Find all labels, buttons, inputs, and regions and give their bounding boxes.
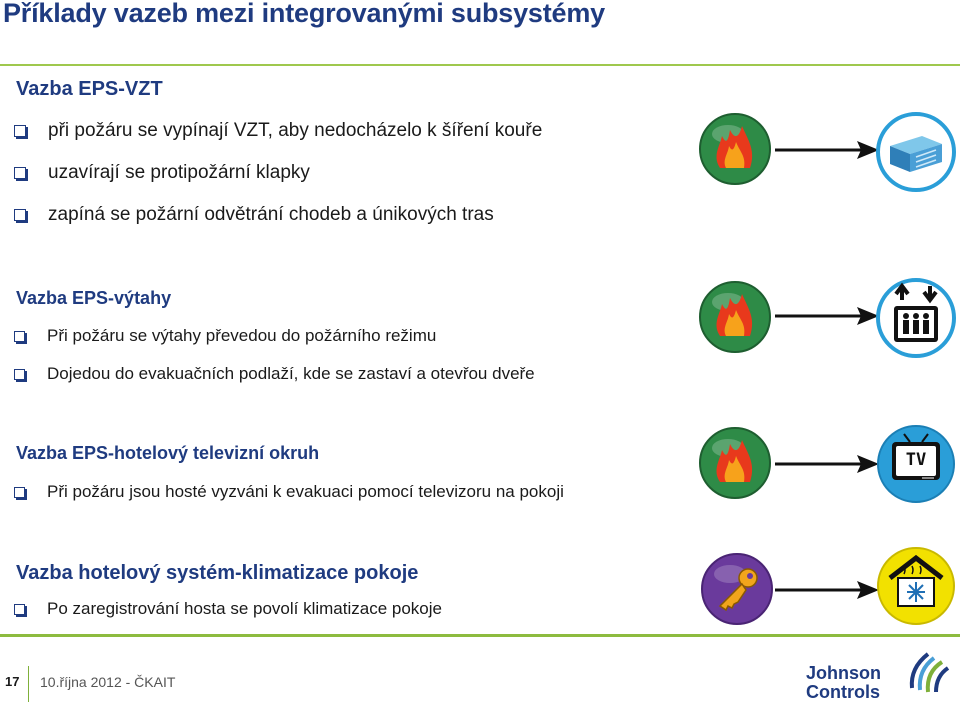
title-divider xyxy=(0,64,960,66)
bullet-item: uzavírají se protipožární klapky xyxy=(14,162,310,184)
johnson-controls-logo: Johnson Controls xyxy=(806,646,956,708)
bullet-item: Po zaregistrování hosta se povolí klimatizace pokoje xyxy=(14,599,442,619)
fire-icon xyxy=(698,112,772,186)
arrow-right-icon xyxy=(773,304,883,328)
checkbox-bullet-icon xyxy=(14,487,25,498)
tv-icon xyxy=(876,424,956,504)
fire-icon xyxy=(698,426,772,500)
footer-divider xyxy=(0,634,960,637)
bullet-item: Při požáru jsou hosté vyzváni k evakuaci pomocí televizoru na pokoji xyxy=(14,482,564,502)
tv-label: TV xyxy=(905,450,927,470)
elevator-icon xyxy=(876,278,956,358)
bullet-item: Dojedou do evakuačních podlaží, kde se zastaví a otevřou dveře xyxy=(14,364,535,384)
bullet-item: zapíná se požární odvětrání chodeb a únikových tras xyxy=(14,204,494,226)
hvac-unit-icon xyxy=(876,112,956,192)
footer-separator xyxy=(28,666,29,702)
page-title: Příklady vazeb mezi integrovanými subsystémy xyxy=(3,0,605,28)
room-climate-icon xyxy=(876,546,956,626)
checkbox-bullet-icon xyxy=(14,167,26,179)
footer-date: 10.října 2012 - ČKAIT xyxy=(40,674,176,690)
checkbox-bullet-icon xyxy=(14,209,26,221)
page-number: 17 xyxy=(5,674,20,689)
arrow-right-icon xyxy=(773,578,883,602)
checkbox-bullet-icon xyxy=(14,369,25,380)
bullet-item: Při požáru se výtahy převedou do požárního režimu xyxy=(14,326,436,346)
checkbox-bullet-icon xyxy=(14,125,26,137)
key-icon xyxy=(700,552,774,626)
fire-icon xyxy=(698,280,772,354)
checkbox-bullet-icon xyxy=(14,604,25,615)
bullet-item: při požáru se vypínají VZT, aby nedocházelo k šíření kouře xyxy=(14,120,542,142)
logo-mark-icon xyxy=(904,648,952,696)
section-heading-hotel-climate: Vazba hotelový systém-klimatizace pokoje xyxy=(16,562,419,584)
arrow-right-icon xyxy=(773,138,883,162)
section-heading-eps-tv: Vazba EPS-hotelový televizní okruh xyxy=(16,443,320,463)
arrow-right-icon xyxy=(773,452,883,476)
section-heading-eps-vzt: Vazba EPS-VZT xyxy=(16,78,163,100)
checkbox-bullet-icon xyxy=(14,331,25,342)
section-heading-eps-elevators: Vazba EPS-výtahy xyxy=(16,288,172,308)
